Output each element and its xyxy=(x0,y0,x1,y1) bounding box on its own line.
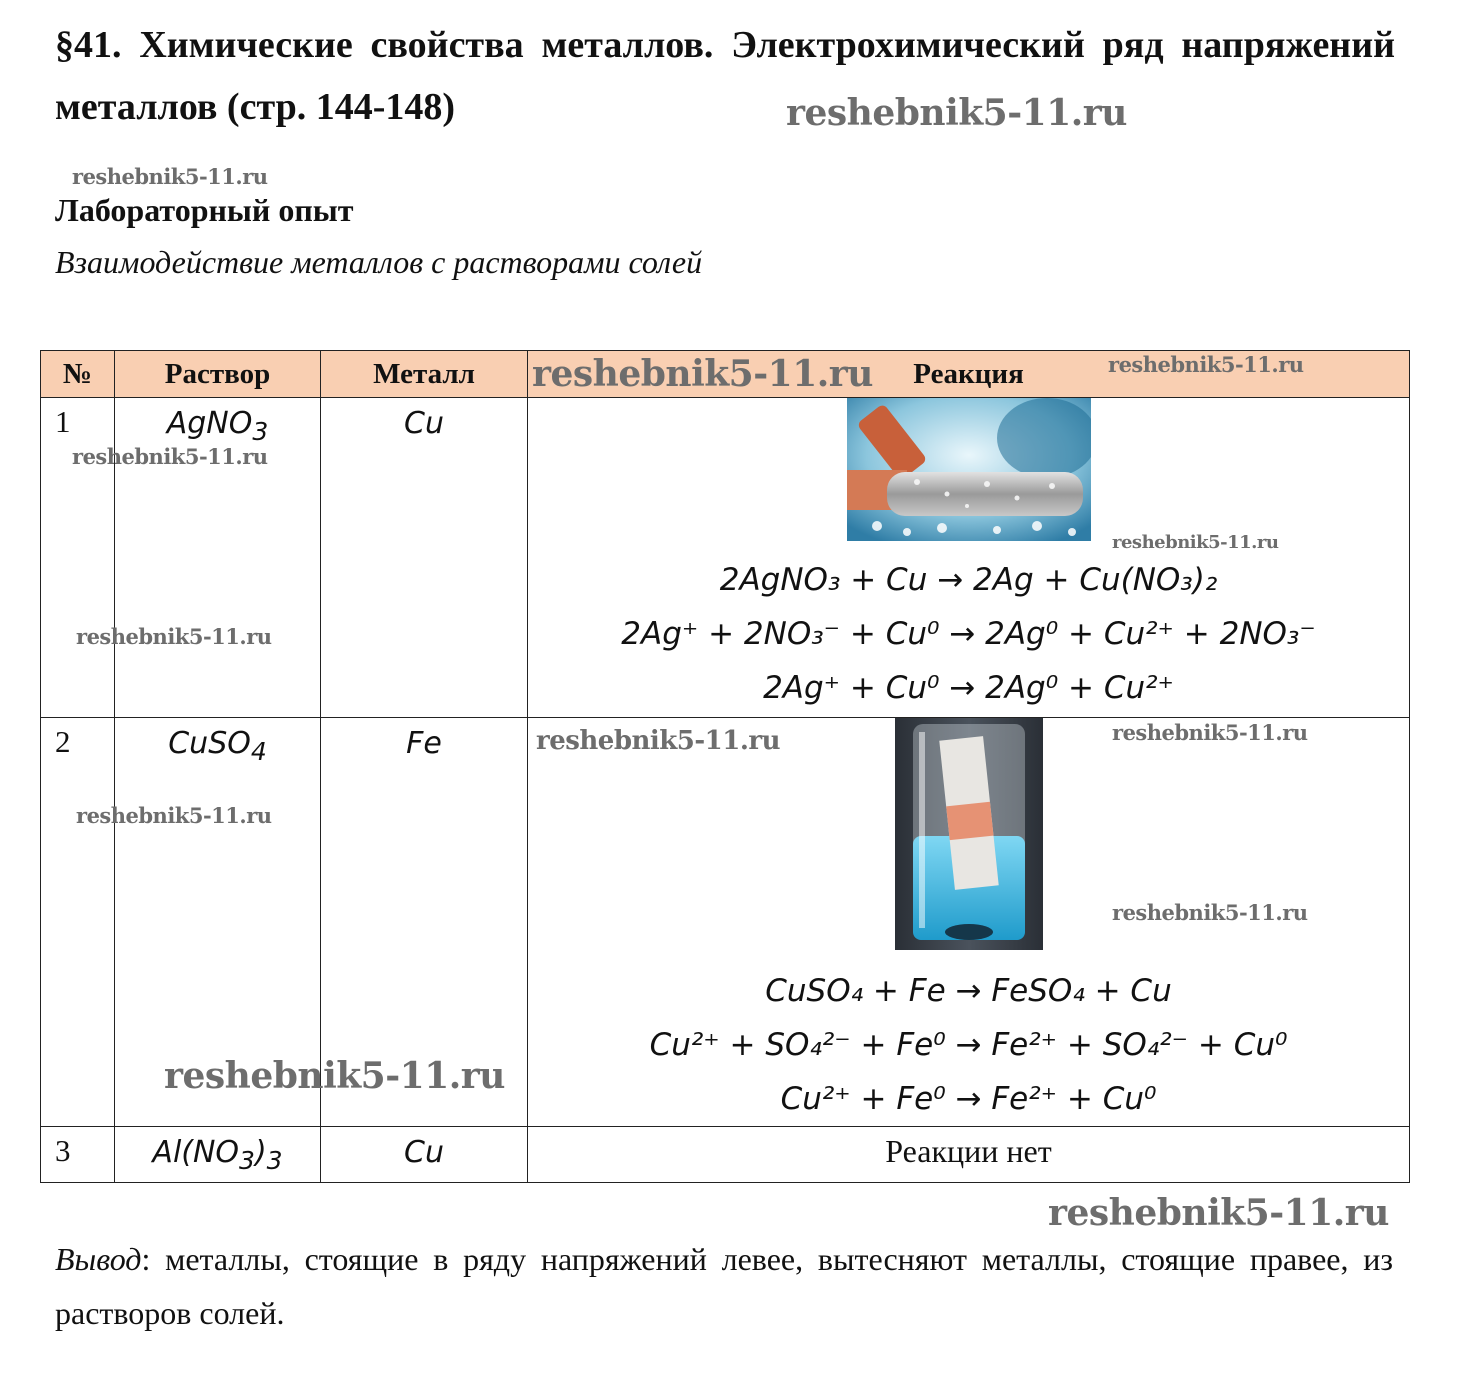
solution-formula: $Al(NO_3)_3$ xyxy=(115,1127,321,1183)
watermark: reshebnik5-11.ru xyxy=(786,92,1127,134)
reaction-cell xyxy=(528,398,1410,718)
short-ionic-equation: Cu²⁺ + Fe⁰ → Fe²⁺ + Cu⁰ xyxy=(780,1081,1157,1117)
metal-formula: Cu xyxy=(321,1127,528,1183)
column-header-number: № xyxy=(41,351,115,398)
experiment-title: Взаимодействие металлов с растворами солей xyxy=(55,244,703,280)
watermark: reshebnik5-11.ru xyxy=(76,624,272,649)
table-row xyxy=(41,1127,1410,1183)
metal-formula: Fe xyxy=(321,718,528,1127)
watermark: reshebnik5-11.ru xyxy=(532,353,873,395)
iron-nail-in-copper-sulfate-photo xyxy=(895,718,1043,950)
watermark: reshebnik5-11.ru xyxy=(76,803,272,828)
molecular-equation: 2AgNO₃ + Cu → 2Ag + Cu(NO₃)₂ xyxy=(719,562,1218,598)
watermark: reshebnik5-11.ru xyxy=(164,1055,505,1097)
row-number: 2 xyxy=(41,718,115,1127)
metal-formula: Cu xyxy=(321,398,528,718)
conclusion-label: Вывод xyxy=(55,1241,142,1277)
column-header-solution: Раствор xyxy=(115,351,321,398)
watermark: reshebnik5-11.ru xyxy=(1112,532,1279,553)
full-ionic-equation: Cu²⁺ + SO₄²⁻ + Fe⁰ → Fe²⁺ + SO₄²⁻ + Cu⁰ xyxy=(649,1027,1288,1063)
short-ionic-equation: 2Ag⁺ + Cu⁰ → 2Ag⁰ + Cu²⁺ xyxy=(763,670,1174,706)
row-number: 3 xyxy=(41,1127,115,1183)
watermark: reshebnik5-11.ru xyxy=(1048,1192,1389,1234)
row-number: 1 xyxy=(41,398,115,718)
watermark: reshebnik5-11.ru xyxy=(1112,900,1308,925)
solution-formula: CuSO$_4$ xyxy=(115,718,321,1127)
watermark: reshebnik5-11.ru xyxy=(1112,720,1308,745)
no-reaction-text: Реакции нет xyxy=(528,1127,1410,1183)
conclusion xyxy=(55,1232,1393,1340)
full-ionic-equation: 2Ag⁺ + 2NO₃⁻ + Cu⁰ → 2Ag⁰ + Cu²⁺ + 2NO₃⁻ xyxy=(621,616,1316,652)
page-title: §41. Химические свойства металлов. Электрохимический ряд напряжений металлов (стр. 144-148) xyxy=(55,24,1395,128)
conclusion-text: : металлы, стоящие в ряду напряжений левее, вытесняют металлы, стоящие правее, из растворов солей. xyxy=(55,1241,1393,1331)
watermark: reshebnik5-11.ru xyxy=(72,164,268,189)
column-header-reaction: Реакция xyxy=(528,351,1410,398)
solution-formula: AgNO$_3$ xyxy=(115,398,321,718)
watermark: reshebnik5-11.ru xyxy=(72,444,268,469)
molecular-equation: CuSO₄ + Fe → FeSO₄ + Cu xyxy=(765,973,1172,1009)
column-header-metal: Металл xyxy=(321,351,528,398)
copper-wire-in-silver-nitrate-photo xyxy=(847,398,1091,541)
watermark: reshebnik5-11.ru xyxy=(536,726,781,756)
section-subtitle: Лабораторный опыт xyxy=(55,192,354,228)
watermark: reshebnik5-11.ru xyxy=(1108,352,1304,377)
